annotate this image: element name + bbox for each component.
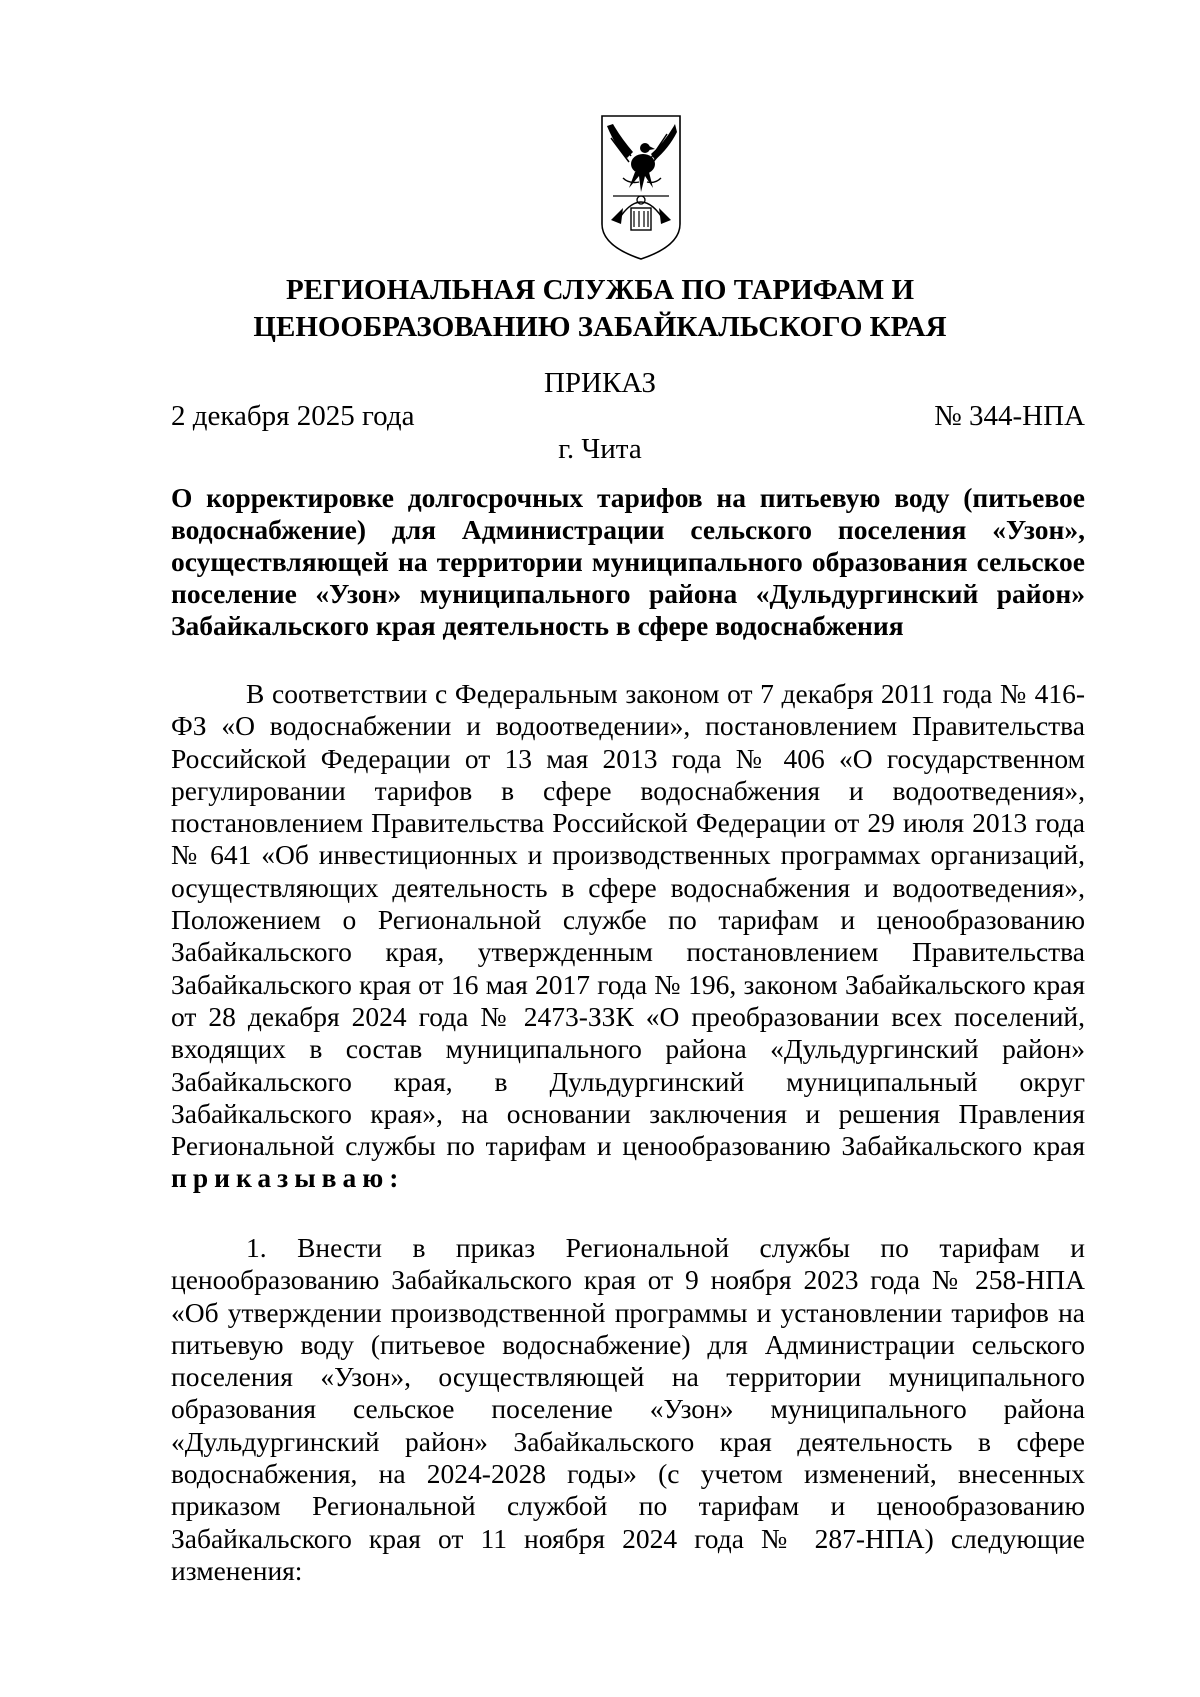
coat-of-arms-icon [599, 112, 683, 262]
organization-name [170, 272, 1030, 346]
preamble-text: В соответствии с Федеральным законом от 7 декабря 2011 года № 416-ФЗ «О водоснабжении и водоотведении», постановлением Правительства Российской Федерации от 13 мая 2013 года № 406 «О государственном регулировании тарифов в сфере водоснабжения и водоотведения», постановлением Правительства Российской Федерации от 29 июля 2013 года № 641 «Об инвестиционных и производственных программах организаций, осуществляющих деятельность в сфере водоснабжения и водоотведения», Положением о Региональной службе по тарифам и ценообразованию Забайкальского края, утвержденным постановлением Правительства Забайкальского края от 16 мая 2017 года № 196, законом Забайкальского края от 28 декабря 2024 года № 2473-ЗЗК «О преобразовании всех поселений, входящих в состав муниципального района «Дульдургинский район» Забайкальского края, в Дульдургинский муниципальный округ Забайкальского края», на основании заключения и решения Правления Региональной службы по тарифам и ценообразованию Забайкальского края [171, 678, 1085, 1162]
order-item-1: 1. Внести в приказ Региональной службы по тарифам и ценообразованию Забайкальского края от 9 ноября 2023 года № 258-НПА «Об утверждении производственной программы и установлении тарифов на питьевую воду (питьевое водоснабжение) для Администрации сельского поселения «Узон», осуществляющей на территории муниципального образования сельское поселение «Узон» муниципального района «Дульдургинский район» Забайкальского края деятельность в сфере водоснабжения, на 2024-2028 годы» (с учетом изменений, внесенных приказом Региональной службой по тарифам и ценообразованию Забайкальского края от 11 ноября 2024 года № 287-НПА) следующие изменения: [171, 1232, 1085, 1586]
organization-name-line-1: РЕГИОНАЛЬНАЯ СЛУЖБА ПО ТАРИФАМ И [285, 274, 915, 306]
document-number: № 344-НПА [934, 400, 1085, 432]
document-city: г. Чита [558, 433, 642, 465]
document-date: 2 декабря 2025 года [171, 400, 415, 432]
preamble-paragraph [171, 678, 1085, 1195]
organization-name-line-2: ЦЕНООБРАЗОВАНИЮ ЗАБАЙКАЛЬСКОГО КРАЯ [253, 311, 947, 343]
order-word: приказываю: [171, 1162, 405, 1194]
document-type: ПРИКАЗ [543, 367, 657, 399]
document-title: О корректировке долгосрочных тарифов на питьевую воду (питьевое водоснабжение) для Администрации сельского поселения «Узон», осуществляющей на территории муниципального образования сельское поселение «Узон» муниципального района «Дульдургинский район» Забайкальского края деятельность в сфере водоснабжения [171, 482, 1085, 641]
